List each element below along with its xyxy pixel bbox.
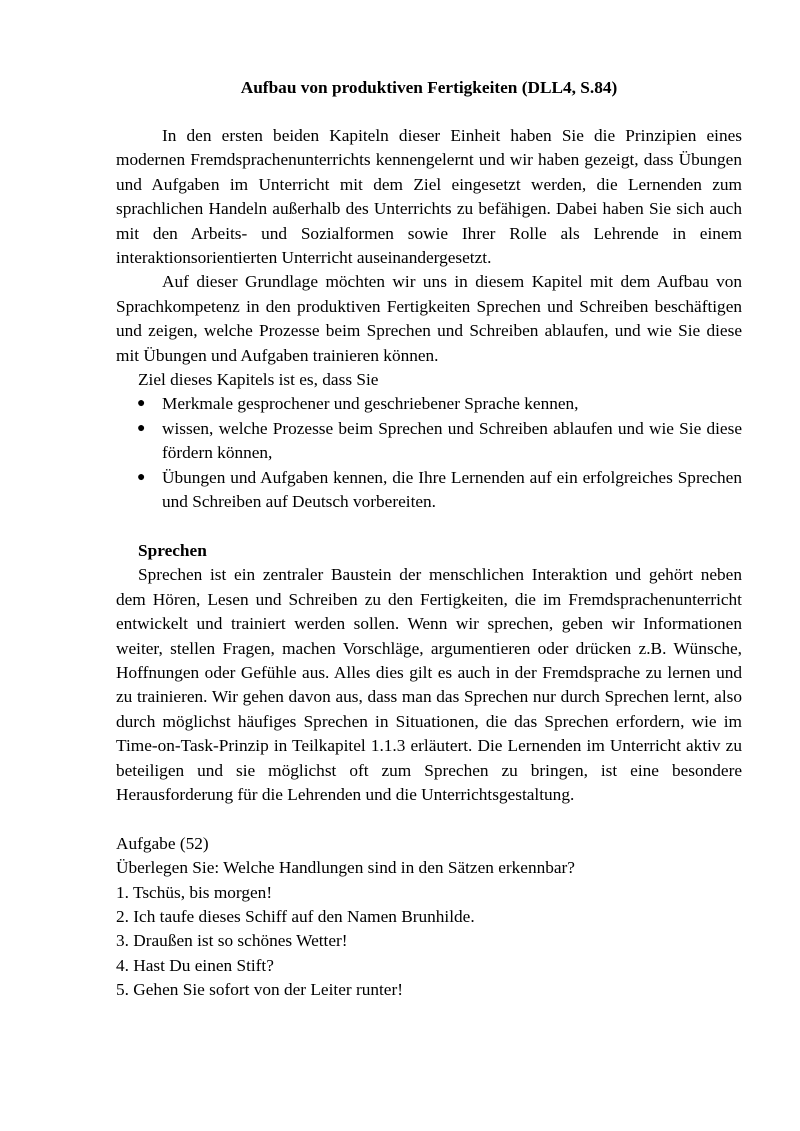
goal-intro: Ziel dieses Kapitels ist es, dass Sie (138, 370, 379, 390)
list-item: ● Merkmale gesprochener und geschriebener Sprache kennen, (162, 392, 742, 416)
task-question: Überlegen Sie: Welche Handlungen sind in den Sätzen erkennbar? (116, 858, 575, 878)
task-item-5: 5. Gehen Sie sofort von der Leiter runter! (116, 980, 403, 1000)
goal-list (116, 392, 742, 514)
task-item-4: 4. Hast Du einen Stift? (116, 955, 274, 975)
task-item-1: 1. Tschüs, bis morgen! (116, 882, 273, 902)
bullet-icon: ● (137, 469, 146, 485)
task-item-3: 3. Draußen ist so schönes Wetter! (116, 931, 348, 951)
section-body: Sprechen ist ein zentraler Baustein der menschlichen Interaktion und gehört neben dem Hören, Lesen und Schreiben zu den Fertigkeiten, die im Fremdsprachenunterricht entwickelt und trainiert werden sollen. Wenn wir sprechen, geben wir Informationen weiter, stellen Fragen, machen Vorschläge, argumentieren oder drücken z.B. Wünsche, Hoffnungen oder Gefühle aus. Alles dies gilt es auch in der Fremdsprache zu lernen und zu trainieren. Wir gehen davon aus, dass man das Sprechen nur durch Sprechen lernt, also durch möglichst häufiges Sprechen in Situationen, die das Sprechen erfordern, wie im Time-on-Task-Prinzip in Teilkapitel 1.1.3 erläutert. Die Lernenden im Unterricht aktiv zu beteiligen und sie möglichst oft zum Sprechen zu bringen, ist eine besondere Herausforderung für die Lehrenden und die Unterrichtsgestaltung. (116, 565, 742, 804)
section-heading: Sprechen (138, 540, 207, 560)
list-item: ● Übungen und Aufgaben kennen, die Ihre Lernenden auf ein erfolgreiches Sprechen und Schreiben auf Deutsch vorbereiten. (137, 467, 742, 512)
list-item: ● wissen, welche Prozesse beim Sprechen und Schreiben ablaufen und wie Sie diese fördern können, (137, 418, 742, 463)
intro-paragraph-1: In den ersten beiden Kapiteln dieser Einheit haben Sie die Prinzipien eines modernen Fremdsprachenunterrichts kennengelernt und wir haben gezeigt, dass Übungen und Aufgaben im Unterricht mit dem Ziel eingesetzt werden, die Lernenden zum sprachlichen Handeln außerhalb des Unterrichts zu befähigen. Dabei haben Sie sich auch mit den Arbeits- und Sozialformen sowie Ihrer Rolle als Lehrende in einem interaktionsorientierten Unterricht auseinandergesetzt. (116, 126, 742, 268)
task-item-2: 2. Ich taufe dieses Schiff auf den Namen Brunhilde. (116, 906, 475, 926)
bullet-icon: ● (137, 420, 146, 436)
intro-paragraph-2: Auf dieser Grundlage möchten wir uns in diesem Kapitel mit dem Aufbau von Sprachkompetenz in den produktiven Fertigkeiten Sprechen und Schreiben beschäftigen und zeigen, welche Prozesse beim Sprechen und Schreiben ablaufen, und wie Sie diese mit Übungen und Aufgaben trainieren können. (116, 272, 742, 365)
bullet-icon: ● (137, 396, 146, 412)
task-label: Aufgabe (52) (116, 833, 209, 853)
document-title: Aufbau von produktiven Fertigkeiten (DLL4, S.84) (240, 78, 618, 97)
